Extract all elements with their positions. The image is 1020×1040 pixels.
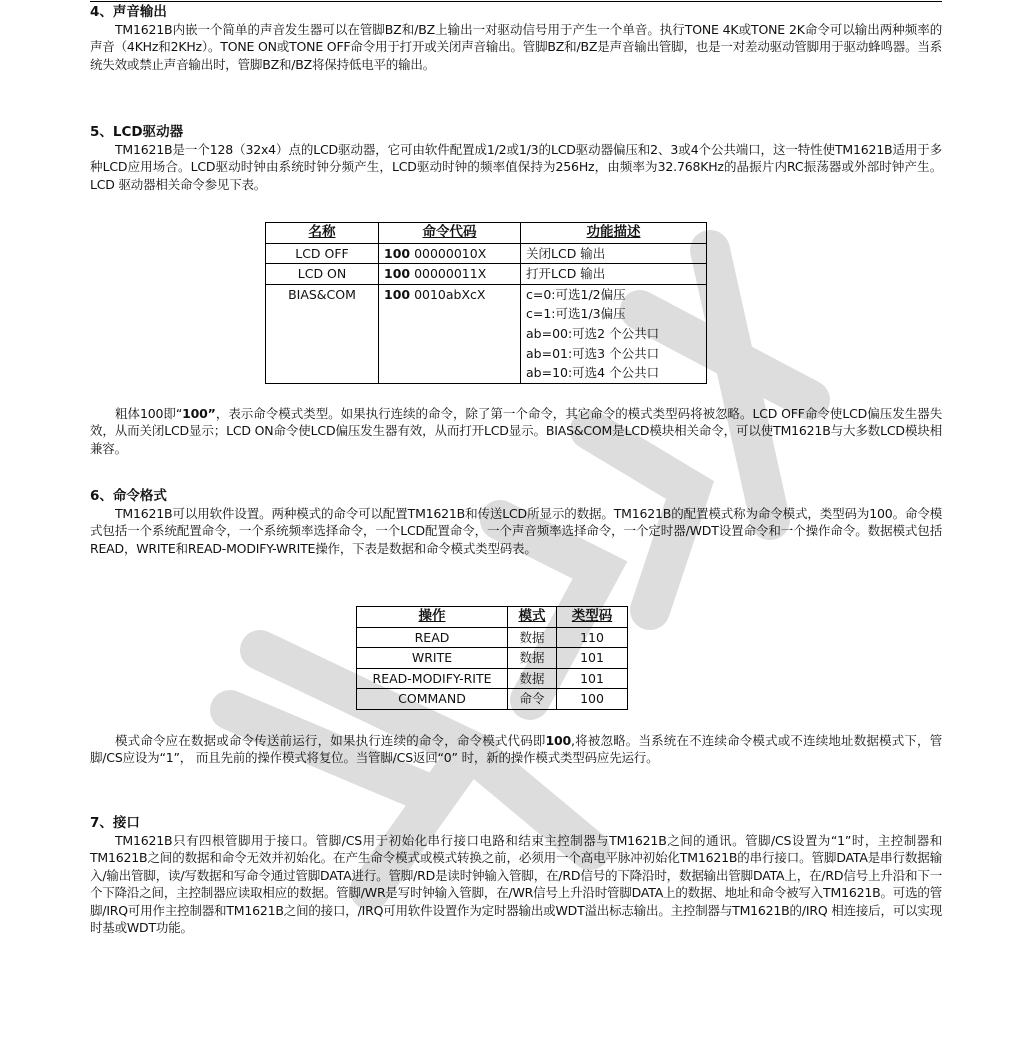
- table-row: [266, 284, 707, 383]
- table-cell: [379, 243, 521, 264]
- table-row: [266, 264, 707, 285]
- note-bold: 100”: [182, 406, 216, 421]
- mode-code: 100: [384, 266, 411, 282]
- table-header: 类型码: [557, 607, 628, 628]
- table-cell: [521, 284, 707, 383]
- note-text: 模式命令应在数据或命令传送前运行，如果执行连续的命令，命令模式代码即: [115, 733, 546, 748]
- mode-code: 100: [384, 245, 411, 261]
- section-7-paragraph: TM1621B只有四根管脚用于接口。管脚/CS用于初始化串行接口电路和结束主控制器与TM1621B之间的通讯。管脚/CS设置为“1”时，主控制器和TM1621B之间的数据和命令无效并初始化。在产生命令模式或模式转换之前，必须用一个高电平脉冲初始化TM1621B的串行接口。管脚DATA是串行数据输入/输出管脚，读/写数据和写命令通过管脚DATA进行。管脚/RD是读时钟输入管脚，在/RD信号的下降沿时，数据输出管脚DATA上，在/RD信号上升沿和下一个下降沿之间，主控制器应读取相应的数据。管脚/WR是写时钟输入管脚，在/WR信号上升沿时管脚DATA上的数据、地址和命令被写入TM1621B。可选的管脚/IRQ可用作主控制器和TM1621B之间的接口，/IRQ可用软件设置作为定时器输出或WDT溢出标志输出。主控制器与TM1621B的/IRQ 相连接后，可以实现时基或WDT功能。: [90, 833, 942, 936]
- section-5-note-paragraph: [90, 405, 942, 457]
- table-header-row: [357, 607, 628, 628]
- note-bold: 100: [545, 733, 572, 748]
- command-code: 00000010X: [410, 245, 487, 261]
- section-5-note: [90, 405, 942, 457]
- section-5-title: 5、LCD驱动器: [90, 124, 184, 140]
- table-header: 命令代码: [379, 223, 521, 244]
- table-cell: LCD ON: [266, 264, 379, 285]
- desc-line: c=0:可选1/2偏压: [526, 286, 626, 302]
- table-row: [357, 668, 628, 689]
- table-cell: 数据: [508, 648, 557, 669]
- table-header: 操作: [357, 607, 508, 628]
- section-6: [90, 487, 942, 557]
- section-7: [90, 814, 942, 936]
- table-header-row: [266, 223, 707, 244]
- desc-line: c=1:可选1/3偏压: [526, 306, 626, 322]
- table-cell: [379, 284, 521, 383]
- desc-line: ab=10:可选4 个公共口: [526, 365, 660, 381]
- section-7-title: 7、接口: [90, 815, 140, 831]
- note-text: 粗体100即“: [115, 406, 183, 421]
- lcd-command-table: [265, 222, 707, 384]
- section-4-paragraph: TM1621B内嵌一个简单的声音发生器可以在管脚BZ和/BZ上输出一对驱动信号用于产生一个单音。执行TONE 4K或TONE 2K命令可以输出两种频率的声音（4KHz和2KHz）。TONE ON或TONE OFF命令用于打开或关闭声音输出。管脚BZ和/BZ是声音输出管脚，也是一对差动驱动管脚用于驱动蜂鸣器。当系统失效或禁止声音输出时，管脚BZ和/BZ将保持低电平的输出。: [90, 22, 942, 72]
- table-row: [357, 648, 628, 669]
- table-cell: READ-MODIFY-RITE: [357, 668, 508, 689]
- section-4: [90, 3, 942, 73]
- command-code: 0010abXcX: [410, 286, 486, 302]
- section-5-paragraph: TM1621B是一个128（32x4）点的LCD驱动器，它可由软件配置成1/2或1/3的LCD驱动器偏压和2、3或4个公共端口，这一特性使TM1621B适用于多种LCD应用场合。LCD驱动时钟由系统时钟分频产生，LCD驱动时钟的频率值保持为256Hz，由频率为32.768KHz的晶振片内RC振荡器或外部时钟产生。LCD 驱动器相关命令参见下表。: [90, 142, 942, 192]
- table-cell: 101: [557, 648, 628, 669]
- table-cell: 关闭LCD 输出: [521, 243, 707, 264]
- table-cell: 命令: [508, 689, 557, 710]
- table-row: [357, 627, 628, 648]
- desc-line: ab=01:可选3 个公共口: [526, 345, 660, 361]
- section-6-note-paragraph: [90, 732, 942, 767]
- table-cell: BIAS&COM: [266, 284, 379, 383]
- note-text: ,将被忽略。当系统在不连续命令模式或不连续地址数据模式下，管脚/CS应设为“1”， 而且先前的操作模式将复位。当管脚/CS返回“0” 时，新的操作模式类型码应先运行。: [90, 733, 942, 766]
- table-cell: 100: [557, 689, 628, 710]
- section-5: [90, 123, 942, 193]
- table-cell: 110: [557, 627, 628, 648]
- section-6-paragraph: TM1621B可以用软件设置。两种模式的命令可以配置TM1621B和传送LCD所显示的数据。TM1621B的配置模式称为命令模式，类型码为100。命令模式包括一个系统配置命令，一个系统频率选择命令，一个LCD配置命令，一个声音频率选择命令，一个定时器/WDT设置命令和一个操作命令。数据模式包括READ，WRITE和READ-MODIFY-WRITE操作，下表是数据和命令模式类型码表。: [90, 506, 942, 556]
- mode-type-table: [356, 606, 628, 710]
- table-cell: 数据: [508, 627, 557, 648]
- section-4-title: 4、声音输出: [90, 4, 167, 20]
- table-row: [266, 243, 707, 264]
- table-cell: 101: [557, 668, 628, 689]
- section-6-note: [90, 732, 942, 767]
- table-row: [357, 689, 628, 710]
- table-cell: 数据: [508, 668, 557, 689]
- table-cell: READ: [357, 627, 508, 648]
- table-header: 功能描述: [521, 223, 707, 244]
- desc-line: ab=00:可选2 个公共口: [526, 325, 660, 341]
- table-cell: LCD OFF: [266, 243, 379, 264]
- table-cell: COMMAND: [357, 689, 508, 710]
- table-cell: [379, 264, 521, 285]
- table-cell: 打开LCD 输出: [521, 264, 707, 285]
- note-text: ，表示命令模式类型。如果执行连续的命令，除了第一个命令，其它命令的模式类型码将被忽略。LCD OFF命令使LCD偏压发生器失效，从而关闭LCD显示；LCD ON命令使LCD偏压发生器有效，从而打开LCD显示。BIAS&COM是LCD模块相关命令，可以使TM1621B与大多数LCD模块相兼容。: [90, 406, 942, 456]
- table-header: 名称: [266, 223, 379, 244]
- table-cell: WRITE: [357, 648, 508, 669]
- command-code: 00000011X: [410, 266, 487, 282]
- top-rule: [90, 1, 942, 2]
- section-6-title: 6、命令格式: [90, 488, 167, 504]
- mode-code: 100: [384, 286, 411, 302]
- table-header: 模式: [508, 607, 557, 628]
